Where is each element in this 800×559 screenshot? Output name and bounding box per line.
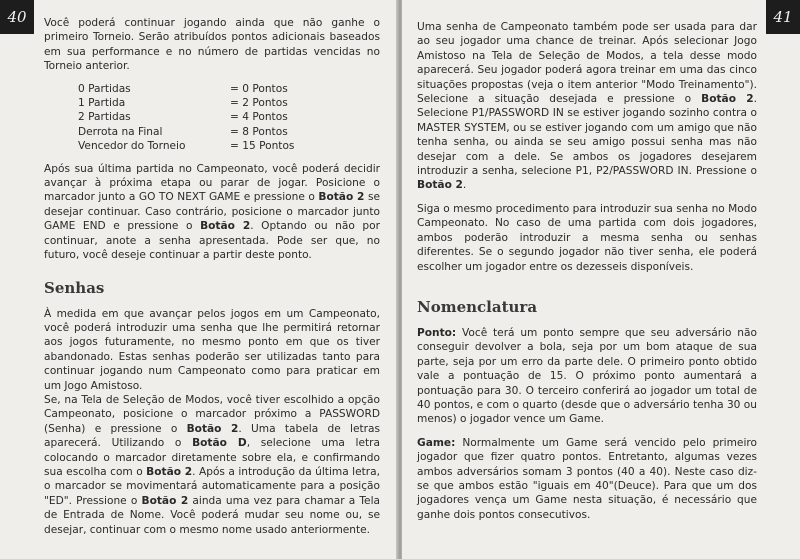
text-run: Se, na Tela de Seleção de Modos, você tiver escolhido a opção Campeonato, posicione o marcador próximo a PASSWORD (Senha) e pressione o (44, 393, 380, 435)
text-run: Após sua última partida no Campeonato, você poderá decidir avançar à próxima etapa ou parar de jogar. Posicione o marcador junto a GO TO NEXT GAME e pressione o (44, 162, 380, 204)
score-row (78, 82, 380, 96)
game-term: Game: (417, 436, 456, 449)
score-label: 1 Partida (78, 97, 126, 110)
score-row (78, 139, 380, 153)
text-run: se desejar continuar. Caso contrário, posicione o marcador junto GAME END e pressione o (44, 191, 380, 233)
text-run: ainda uma vez para chamar a Tela de Entrada de Nome. Você poderá mudar seu nome ou, se desejar, continuar com o mesmo nome usado anteriormente. (44, 494, 381, 536)
score-value: = 4 Pontos (230, 111, 288, 124)
text-run: , selecione uma letra colocando o marcador diretamente sobre ela, e confirmando sua escolha com o (44, 437, 381, 478)
text-run: Uma senha de Campeonato também pode ser usada para dar ao seu jogador uma chance de treinar. Após selecionar Jogo Amistoso na Tela de Seleção de Modos, a tela desse modo aparecerá. Seu jogador poderá agora treinar em uma das cinco situações propostas (veja o item anterior "Modo Treinamento"). Selecione a situação desejada e pressione o (417, 21, 757, 106)
score-label: Derrota na Final (78, 125, 163, 138)
intro-paragraph: Você poderá continuar jogando ainda que não ganhe o primeiro Torneio. Serão atribuídos pontos adicionais baseados em sua performance e no número de partidas vencidas no Torneio anterior. (44, 17, 380, 73)
section-title-nomenclatura: Nomenclatura (417, 297, 538, 316)
button-2-term: Botão 2 (141, 494, 189, 507)
score-row (78, 96, 380, 110)
game-definition (417, 436, 757, 522)
score-value: = 0 Pontos (230, 82, 288, 95)
score-row (78, 125, 380, 139)
button-2-term: Botão 2 (417, 179, 463, 192)
button-2-term: Botão 2 (146, 465, 193, 478)
score-value: = 2 Pontos (230, 97, 288, 110)
page-number-left: 40 (0, 0, 34, 34)
text-run: . (462, 179, 467, 192)
text-run: . Selecione P1/PASSWORD IN se estiver jogando sozinho contra o MASTER SYSTEM, ou se estiver jogando com um amigo que não tenha senha, ou ainda se seu amigo possui senha mas não desejar com a dele. Se ambos os jogadores desejarem introduzir a senha, selecione P1, P2/PASSWORD IN. Pressione o (417, 93, 758, 178)
score-value: = 8 Pontos (230, 125, 288, 138)
training-paragraph (417, 20, 757, 193)
next-game-paragraph (44, 162, 380, 263)
text-run: . Uma tabela de letras aparecerá. Utilizando o (44, 422, 380, 450)
score-row (78, 110, 380, 124)
score-label: 2 Partidas (78, 111, 131, 124)
right-column (417, 20, 757, 522)
text-run: Normalmente um Game será vencido pelo primeiro jogador que fizer quatro pontos. Entretanto, algumas vezes ambos adversários somam 3 pontos (40 a 40). Neste caso diz-se que ambos estão "iguais em 40"(Deuce). Para que um dos jogadores vença um Game nesta situação, é necessário que ganhe dois pontos consecutivos. (417, 436, 757, 521)
score-value: = 15 Pontos (230, 140, 295, 153)
button-2-term: Botão 2 (701, 93, 754, 106)
ponto-term: Ponto: (417, 326, 457, 339)
left-page (0, 0, 398, 559)
button-2-term: Botão 2 (200, 220, 251, 233)
button-2-term: Botão 2 (318, 191, 365, 204)
page-number-right: 41 (766, 0, 800, 34)
section-title-senhas: Senhas (44, 278, 105, 297)
text-run: . Após a introdução da última letra, o marcador se movimentará automaticamente para a posição "ED". Pressione o (44, 465, 380, 507)
ponto-definition (417, 326, 757, 427)
text-run: . Optando ou não por continuar, anote a senha apresentada. Pode ser que, no futuro, você deseje continuar a partir deste ponto. (44, 220, 380, 262)
championship-password-paragraph: Siga o mesmo procedimento para introduzir sua senha no Modo Campeonato. No caso de uma partida com dois jogadores, ambos poderão introduzir a mesma senha ou senhas diferentes. Se o segundo jogador não tiver senha, ele poderá escolher um jogador entre os dezesseis disponíveis. (417, 202, 757, 273)
password-entry-paragraph (44, 393, 380, 537)
button-2-term: Botão 2 (186, 422, 239, 435)
score-table (78, 82, 380, 154)
right-page (402, 0, 800, 559)
score-label: 0 Partidas (78, 82, 131, 95)
senhas-paragraph: À medida em que avançar pelos jogos em um Campeonato, você poderá introduzir uma senha que lhe permitirá retornar aos jogos futuramente, no mesmo ponto em que os tiver abandonado. Estas senhas poderão ser utilizadas tanto para continuar jogando num Campeonato como para praticar em um Jogo Amistoso. (44, 307, 380, 392)
left-column (44, 16, 380, 537)
text-run: Você terá um ponto sempre que seu adversário não conseguir devolver a bola, seja por um bom ataque de sua parte, seja por um erro da parte dele. O primeiro ponto obtido vale a pontuação de 15. O próximo ponto aumentará a pontuação para 30. O terceiro conferirá ao jogador um total de 40 pontos, e com o quarto (desde que o adversário tenha 30 ou menos) o jogador vence um Game. (417, 326, 757, 426)
score-label: Vencedor do Torneio (78, 140, 186, 153)
button-d-term: Botão D (192, 437, 247, 450)
